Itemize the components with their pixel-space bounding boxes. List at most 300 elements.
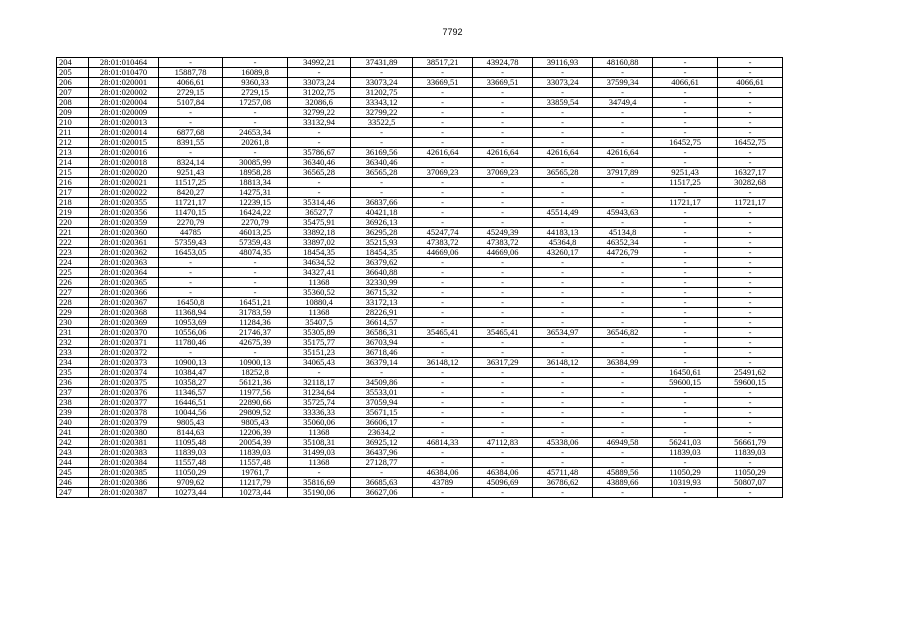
value-cell: 59600,15: [718, 378, 783, 388]
value-cell: 32799,22: [351, 108, 413, 118]
value-cell: 10953,69: [159, 318, 223, 328]
row-number-cell: 226: [57, 278, 89, 288]
cadastral-number-cell: 28:01:020369: [89, 318, 159, 328]
value-cell: -: [533, 178, 593, 188]
value-cell: -: [473, 138, 533, 148]
value-cell: -: [413, 158, 473, 168]
value-cell: -: [718, 488, 783, 498]
value-cell: -: [718, 88, 783, 98]
value-cell: 11839,03: [718, 448, 783, 458]
value-cell: -: [351, 178, 413, 188]
value-cell: -: [593, 158, 653, 168]
row-number-cell: 245: [57, 468, 89, 478]
value-cell: -: [718, 158, 783, 168]
value-cell: -: [593, 368, 653, 378]
value-cell: 36837,66: [351, 198, 413, 208]
value-cell: -: [593, 378, 653, 388]
row-number-cell: 217: [57, 188, 89, 198]
value-cell: -: [593, 388, 653, 398]
value-cell: 47112,83: [473, 438, 533, 448]
value-cell: 11050,29: [718, 468, 783, 478]
cadastral-number-cell: 28:01:020020: [89, 168, 159, 178]
value-cell: -: [413, 128, 473, 138]
value-cell: -: [653, 418, 718, 428]
value-cell: 10900,13: [223, 358, 288, 368]
value-cell: 11839,03: [159, 448, 223, 458]
value-cell: -: [653, 428, 718, 438]
value-cell: -: [533, 108, 593, 118]
row-number-cell: 239: [57, 408, 89, 418]
table-row: [57, 328, 783, 338]
value-cell: 11368: [288, 308, 351, 318]
value-cell: -: [473, 318, 533, 328]
value-cell: -: [473, 388, 533, 398]
value-cell: 36527,7: [288, 208, 351, 218]
value-cell: -: [718, 348, 783, 358]
value-cell: 36926,13: [351, 218, 413, 228]
value-cell: 19761,7: [223, 468, 288, 478]
value-cell: 45889,56: [593, 468, 653, 478]
value-cell: -: [473, 118, 533, 128]
value-cell: 36546,82: [593, 328, 653, 338]
value-cell: -: [718, 278, 783, 288]
row-number-cell: 222: [57, 238, 89, 248]
value-cell: -: [413, 278, 473, 288]
value-cell: -: [159, 278, 223, 288]
row-number-cell: 225: [57, 268, 89, 278]
value-cell: -: [653, 88, 718, 98]
value-cell: 44183,13: [533, 228, 593, 238]
value-cell: 9709,62: [159, 478, 223, 488]
table-row: [57, 338, 783, 348]
value-cell: -: [223, 58, 288, 68]
value-cell: 35407,5: [288, 318, 351, 328]
value-cell: -: [351, 188, 413, 198]
value-cell: -: [533, 278, 593, 288]
value-cell: -: [533, 488, 593, 498]
value-cell: 37431,89: [351, 58, 413, 68]
row-number-cell: 244: [57, 458, 89, 468]
value-cell: 37069,23: [413, 168, 473, 178]
value-cell: -: [473, 208, 533, 218]
value-cell: -: [718, 238, 783, 248]
table-row: [57, 278, 783, 288]
row-number-cell: 233: [57, 348, 89, 358]
value-cell: 47383,72: [413, 238, 473, 248]
value-cell: 35108,31: [288, 438, 351, 448]
value-cell: 36379,14: [351, 358, 413, 368]
value-cell: -: [413, 118, 473, 128]
value-cell: 11721,17: [718, 198, 783, 208]
row-number-cell: 216: [57, 178, 89, 188]
row-number-cell: 231: [57, 328, 89, 338]
value-cell: 16450,61: [653, 368, 718, 378]
value-cell: 2729,15: [223, 88, 288, 98]
value-cell: -: [653, 58, 718, 68]
value-cell: 21746,37: [223, 328, 288, 338]
row-number-cell: 240: [57, 418, 89, 428]
value-cell: -: [473, 408, 533, 418]
value-cell: -: [653, 98, 718, 108]
cadastral-number-cell: 28:01:020366: [89, 288, 159, 298]
value-cell: 9805,43: [223, 418, 288, 428]
table-row: [57, 188, 783, 198]
value-cell: -: [653, 398, 718, 408]
value-cell: 8420,27: [159, 188, 223, 198]
value-cell: 34992,21: [288, 58, 351, 68]
value-cell: -: [413, 368, 473, 378]
value-cell: 40421,18: [351, 208, 413, 218]
value-cell: 33669,51: [473, 78, 533, 88]
page-number: 7792: [442, 27, 463, 37]
row-number-cell: 207: [57, 88, 89, 98]
table-row: [57, 98, 783, 108]
table-row: [57, 348, 783, 358]
value-cell: -: [473, 278, 533, 288]
value-cell: 11517,25: [159, 178, 223, 188]
value-cell: 23634,2: [351, 428, 413, 438]
value-cell: -: [593, 348, 653, 358]
value-cell: 11346,57: [159, 388, 223, 398]
table-row: [57, 78, 783, 88]
table-row: [57, 288, 783, 298]
value-cell: -: [718, 248, 783, 258]
value-cell: 10273,44: [223, 488, 288, 498]
value-cell: 35465,41: [413, 328, 473, 338]
row-number-cell: 236: [57, 378, 89, 388]
value-cell: -: [593, 458, 653, 468]
value-cell: 33892,18: [288, 228, 351, 238]
value-cell: 36317,29: [473, 358, 533, 368]
value-cell: -: [718, 98, 783, 108]
value-cell: 11780,46: [159, 338, 223, 348]
value-cell: -: [159, 348, 223, 358]
value-cell: 43260,17: [533, 248, 593, 258]
value-cell: -: [718, 68, 783, 78]
value-cell: -: [533, 68, 593, 78]
value-cell: -: [533, 418, 593, 428]
row-number-cell: 235: [57, 368, 89, 378]
value-cell: -: [288, 128, 351, 138]
value-cell: -: [473, 188, 533, 198]
value-cell: -: [413, 108, 473, 118]
value-cell: -: [653, 268, 718, 278]
value-cell: -: [288, 188, 351, 198]
table-row: [57, 108, 783, 118]
value-cell: 11977,56: [223, 388, 288, 398]
value-cell: -: [593, 278, 653, 288]
value-cell: 4066,61: [159, 78, 223, 88]
value-cell: 12239,15: [223, 198, 288, 208]
value-cell: -: [593, 418, 653, 428]
value-cell: 16327,17: [718, 168, 783, 178]
value-cell: -: [159, 108, 223, 118]
value-cell: -: [653, 228, 718, 238]
value-cell: -: [533, 258, 593, 268]
value-cell: -: [593, 488, 653, 498]
value-cell: 2729,15: [159, 88, 223, 98]
row-number-cell: 208: [57, 98, 89, 108]
value-cell: -: [473, 368, 533, 378]
value-cell: 33073,24: [533, 78, 593, 88]
value-cell: 36925,12: [351, 438, 413, 448]
value-cell: -: [473, 488, 533, 498]
value-cell: 33343,12: [351, 98, 413, 108]
value-cell: -: [593, 138, 653, 148]
value-cell: 34634,52: [288, 258, 351, 268]
value-cell: -: [413, 298, 473, 308]
table-row: [57, 178, 783, 188]
cadastral-number-cell: 28:01:020009: [89, 108, 159, 118]
row-number-cell: 243: [57, 448, 89, 458]
cadastral-number-cell: 28:01:020014: [89, 128, 159, 138]
value-cell: 36437,96: [351, 448, 413, 458]
value-cell: 45247,74: [413, 228, 473, 238]
value-cell: 46384,06: [413, 468, 473, 478]
cadastral-number-cell: 28:01:020371: [89, 338, 159, 348]
value-cell: 44669,06: [473, 248, 533, 258]
value-cell: -: [653, 358, 718, 368]
value-cell: -: [718, 188, 783, 198]
value-cell: -: [533, 408, 593, 418]
value-cell: 32799,22: [288, 108, 351, 118]
value-cell: 11368: [288, 458, 351, 468]
value-cell: 35725,74: [288, 398, 351, 408]
value-cell: -: [533, 268, 593, 278]
value-cell: -: [653, 318, 718, 328]
value-cell: 8324,14: [159, 158, 223, 168]
value-cell: -: [533, 188, 593, 198]
value-cell: 37059,94: [351, 398, 413, 408]
value-cell: 56241,03: [653, 438, 718, 448]
row-number-cell: 221: [57, 228, 89, 238]
value-cell: 11095,48: [159, 438, 223, 448]
value-cell: -: [473, 68, 533, 78]
value-cell: -: [288, 468, 351, 478]
value-cell: -: [473, 448, 533, 458]
value-cell: 11217,79: [223, 478, 288, 488]
value-cell: -: [593, 288, 653, 298]
value-cell: -: [593, 338, 653, 348]
value-cell: 8391,55: [159, 138, 223, 148]
row-number-cell: 229: [57, 308, 89, 318]
value-cell: 35816,69: [288, 478, 351, 488]
value-cell: 44785: [159, 228, 223, 238]
row-number-cell: 230: [57, 318, 89, 328]
value-cell: -: [473, 158, 533, 168]
cadastral-number-cell: 28:01:020385: [89, 468, 159, 478]
cadastral-number-cell: 28:01:020381: [89, 438, 159, 448]
value-cell: -: [653, 278, 718, 288]
cadastral-number-cell: 28:01:020013: [89, 118, 159, 128]
table-row: [57, 368, 783, 378]
value-cell: 15887,78: [159, 68, 223, 78]
value-cell: -: [533, 218, 593, 228]
row-number-cell: 241: [57, 428, 89, 438]
value-cell: 32086,6: [288, 98, 351, 108]
value-cell: -: [159, 258, 223, 268]
value-cell: 25491,62: [718, 368, 783, 378]
value-cell: 36340,46: [351, 158, 413, 168]
value-cell: 9805,43: [159, 418, 223, 428]
value-cell: 38517,21: [413, 58, 473, 68]
value-cell: 36169,56: [351, 148, 413, 158]
value-cell: -: [473, 218, 533, 228]
value-cell: 36565,28: [533, 168, 593, 178]
value-cell: -: [473, 128, 533, 138]
value-cell: 32118,17: [288, 378, 351, 388]
value-cell: 11721,17: [653, 198, 718, 208]
value-cell: -: [413, 178, 473, 188]
value-cell: 35175,77: [288, 338, 351, 348]
value-cell: 43889,66: [593, 478, 653, 488]
row-number-cell: 228: [57, 298, 89, 308]
value-cell: -: [413, 418, 473, 428]
table-row: [57, 298, 783, 308]
value-cell: -: [159, 58, 223, 68]
value-cell: 36565,28: [288, 168, 351, 178]
value-cell: -: [653, 458, 718, 468]
value-cell: -: [413, 68, 473, 78]
value-cell: -: [413, 488, 473, 498]
value-cell: -: [718, 358, 783, 368]
table-row: [57, 258, 783, 268]
value-cell: 16450,8: [159, 298, 223, 308]
value-cell: -: [653, 388, 718, 398]
value-cell: 10880,4: [288, 298, 351, 308]
value-cell: -: [593, 128, 653, 138]
row-number-cell: 232: [57, 338, 89, 348]
value-cell: -: [473, 108, 533, 118]
value-cell: 43924,78: [473, 58, 533, 68]
value-cell: -: [593, 118, 653, 128]
cadastral-number-cell: 28:01:020359: [89, 218, 159, 228]
row-number-cell: 242: [57, 438, 89, 448]
cadastral-number-cell: 28:01:020376: [89, 388, 159, 398]
value-cell: 35215,93: [351, 238, 413, 248]
table-row: [57, 58, 783, 68]
value-cell: 16453,05: [159, 248, 223, 258]
value-cell: 35314,46: [288, 198, 351, 208]
cadastral-number-cell: 28:01:020387: [89, 488, 159, 498]
row-number-cell: 212: [57, 138, 89, 148]
value-cell: -: [718, 228, 783, 238]
value-cell: -: [653, 338, 718, 348]
value-cell: 33073,24: [288, 78, 351, 88]
row-number-cell: 213: [57, 148, 89, 158]
value-cell: -: [473, 348, 533, 358]
value-cell: 42616,64: [413, 148, 473, 158]
value-cell: -: [413, 188, 473, 198]
value-cell: -: [653, 208, 718, 218]
value-cell: 36565,28: [351, 168, 413, 178]
value-cell: -: [593, 428, 653, 438]
value-cell: -: [653, 288, 718, 298]
value-cell: 27128,77: [351, 458, 413, 468]
value-cell: -: [533, 198, 593, 208]
value-cell: -: [413, 398, 473, 408]
value-cell: -: [223, 148, 288, 158]
value-cell: -: [473, 258, 533, 268]
value-cell: 28226,91: [351, 308, 413, 318]
value-cell: 35305,89: [288, 328, 351, 338]
value-cell: -: [288, 138, 351, 148]
value-cell: -: [473, 198, 533, 208]
value-cell: -: [223, 288, 288, 298]
value-cell: -: [288, 178, 351, 188]
value-cell: 36586,31: [351, 328, 413, 338]
value-cell: -: [533, 128, 593, 138]
value-cell: 36685,63: [351, 478, 413, 488]
value-cell: 36627,06: [351, 488, 413, 498]
cadastral-number-cell: 28:01:020002: [89, 88, 159, 98]
value-cell: 36703,94: [351, 338, 413, 348]
value-cell: -: [533, 318, 593, 328]
table-row: [57, 428, 783, 438]
value-cell: 46384,06: [473, 468, 533, 478]
value-cell: 35533,01: [351, 388, 413, 398]
value-cell: 42616,64: [473, 148, 533, 158]
value-cell: 34749,4: [593, 98, 653, 108]
cadastral-number-cell: 28:01:020001: [89, 78, 159, 88]
value-cell: -: [223, 108, 288, 118]
value-cell: 35786,67: [288, 148, 351, 158]
value-cell: -: [159, 288, 223, 298]
value-cell: 9360,33: [223, 78, 288, 88]
value-cell: -: [413, 288, 473, 298]
value-cell: -: [593, 298, 653, 308]
table-row: [57, 148, 783, 158]
value-cell: -: [413, 98, 473, 108]
row-number-cell: 210: [57, 118, 89, 128]
value-cell: -: [653, 108, 718, 118]
value-cell: -: [593, 308, 653, 318]
value-cell: -: [718, 388, 783, 398]
cadastral-number-cell: 28:01:020377: [89, 398, 159, 408]
value-cell: 31202,75: [288, 88, 351, 98]
value-cell: -: [653, 128, 718, 138]
value-cell: -: [593, 268, 653, 278]
table-row: [57, 478, 783, 488]
value-cell: 17257,08: [223, 98, 288, 108]
value-cell: 30282,68: [718, 178, 783, 188]
value-cell: -: [718, 108, 783, 118]
value-cell: -: [593, 408, 653, 418]
value-cell: 18454,35: [288, 248, 351, 258]
value-cell: 14275,31: [223, 188, 288, 198]
cadastral-number-cell: 28:01:020362: [89, 248, 159, 258]
value-cell: 45943,63: [593, 208, 653, 218]
value-cell: 35475,91: [288, 218, 351, 228]
value-cell: 37917,89: [593, 168, 653, 178]
value-cell: -: [533, 448, 593, 458]
cadastral-number-cell: 28:01:020383: [89, 448, 159, 458]
cadastral-number-cell: 28:01:020364: [89, 268, 159, 278]
value-cell: 42675,39: [223, 338, 288, 348]
value-cell: 9251,43: [653, 168, 718, 178]
value-cell: 30085,99: [223, 158, 288, 168]
value-cell: 44726,79: [593, 248, 653, 258]
value-cell: -: [533, 388, 593, 398]
row-number-cell: 227: [57, 288, 89, 298]
cadastral-number-cell: 28:01:020018: [89, 158, 159, 168]
value-cell: 45364,8: [533, 238, 593, 248]
table-row: [57, 158, 783, 168]
value-cell: 56121,36: [223, 378, 288, 388]
value-cell: 42616,64: [593, 148, 653, 158]
table-row: [57, 458, 783, 468]
value-cell: -: [593, 318, 653, 328]
